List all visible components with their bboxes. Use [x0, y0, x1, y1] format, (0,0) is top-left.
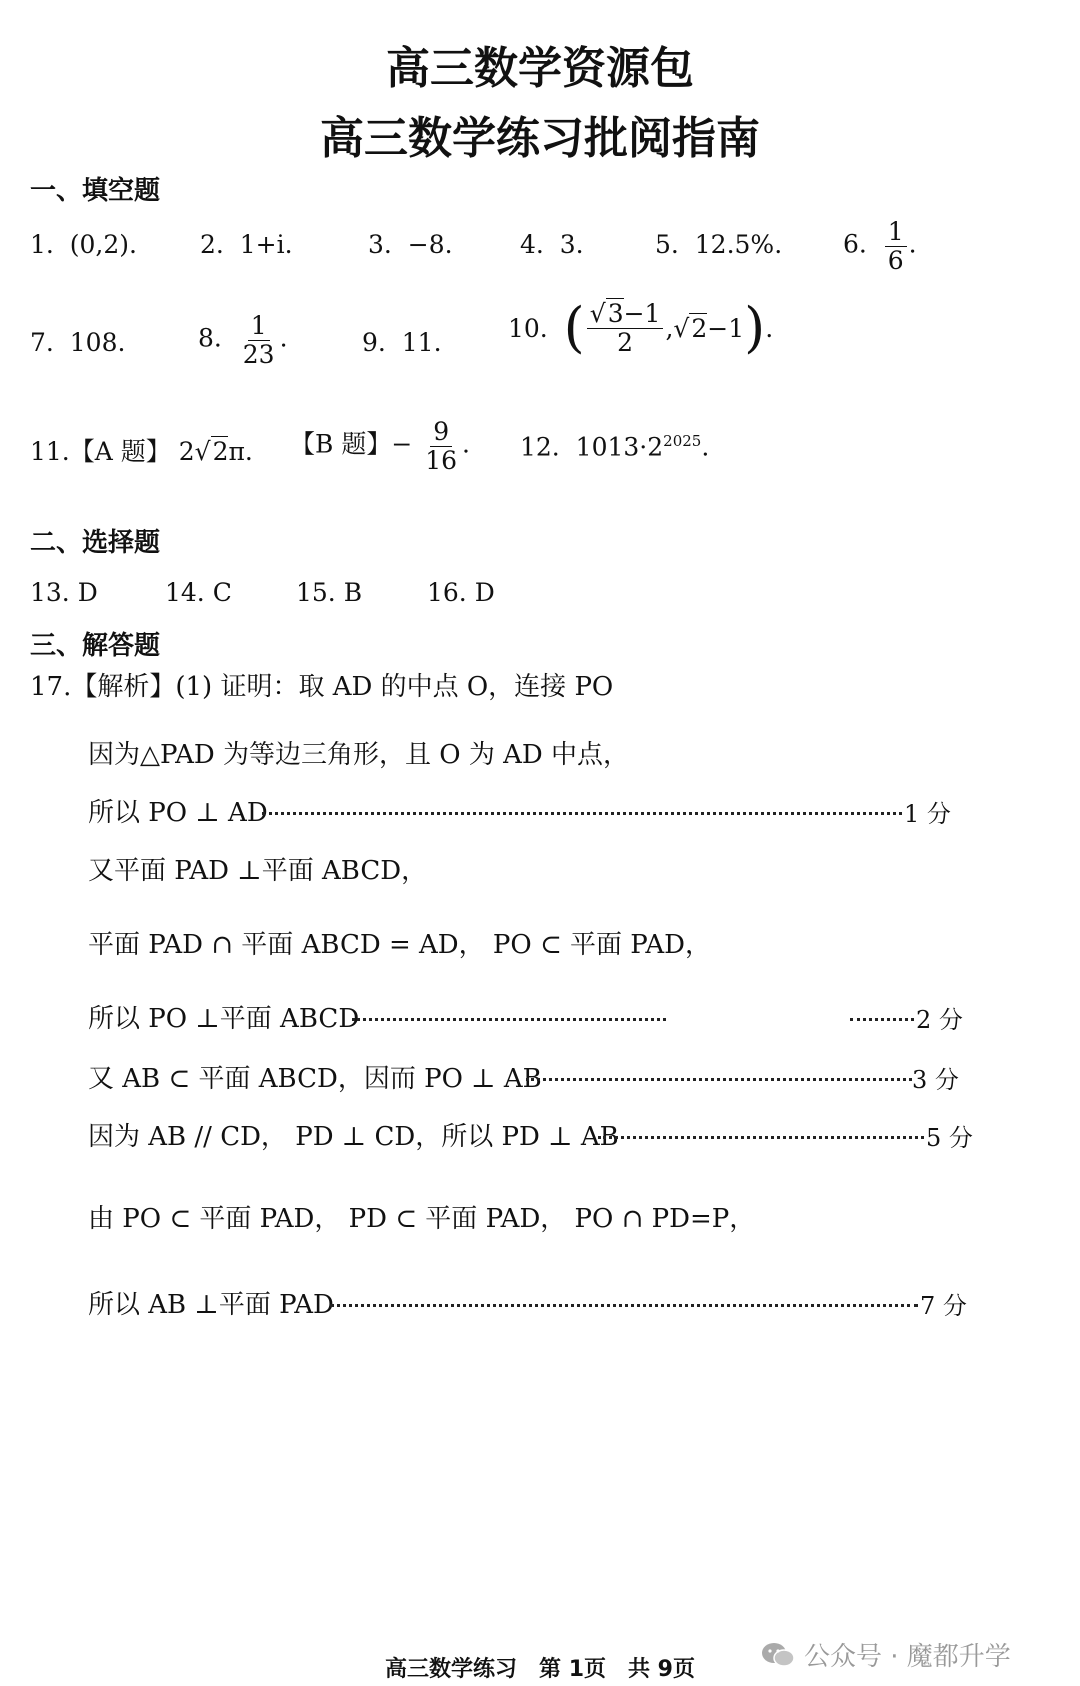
score-1: 1 分	[904, 800, 951, 828]
wechat-icon	[760, 1641, 796, 1669]
answer-12: 12. $1013\cdot 2^{2025}$.	[520, 432, 710, 462]
choice-16: 16. D	[427, 578, 495, 607]
answer-11b: 【B 题】− $\frac{9}{16}$ .	[290, 417, 470, 475]
leader-dots	[262, 812, 902, 815]
q17-heading: 17.【解析】(1) 证明：取 AD 的中点 O，连接 PO	[30, 672, 614, 702]
q17-line-6: 又 AB ⊂ 平面 ABCD，因而 PO ⊥ AB	[88, 1064, 542, 1094]
answer-11a: 11.【A 题】 2√2π.	[30, 437, 253, 466]
answer-10: 10. ( $\frac{√3-1}{2}$ , √ 2 −1 ) .	[508, 296, 774, 359]
section-fill-heading: 一、填空题	[30, 176, 161, 206]
section-choice-heading: 二、选择题	[30, 528, 161, 558]
answer-4: 4. 3.	[520, 230, 584, 259]
q17-line-4: 平面 PAD ∩ 平面 ABCD = AD， PO ⊂ 平面 PAD，	[88, 930, 711, 960]
answer-6: 6. $\frac{1}{6}$ .	[843, 217, 917, 275]
answer-2: 2. 1+i.	[200, 230, 293, 259]
leader-dots	[850, 1018, 914, 1021]
answer-5: 5. 12.5%.	[655, 230, 783, 259]
score-2: 2 分	[916, 1006, 963, 1034]
leader-dots	[598, 1136, 924, 1139]
answer-1: 1. (0,2).	[30, 230, 137, 259]
document-subtitle: 高三数学练习批阅指南	[320, 113, 760, 164]
section-solve-heading: 三、解答题	[30, 631, 161, 661]
answer-7: 7. 108.	[30, 328, 126, 357]
document-title: 高三数学资源包	[386, 43, 694, 94]
leader-dots	[352, 1018, 666, 1021]
answer-9: 9. 11.	[362, 328, 442, 357]
answer-8: 8. $\frac{1}{23}$ .	[198, 311, 288, 369]
score-7: 7 分	[920, 1292, 967, 1320]
watermark	[760, 1636, 1011, 1673]
leader-dots	[330, 1304, 918, 1307]
watermark-text: 公众号 · 魔都升学	[804, 1642, 1011, 1672]
choice-14: 14. C	[165, 578, 232, 607]
score-3: 3 分	[912, 1066, 959, 1094]
q17-line-1: 因为△PAD 为等边三角形，且 O 为 AD 中点，	[88, 740, 629, 770]
answer-3: 3. −8.	[368, 230, 453, 259]
choice-15: 15. B	[296, 578, 363, 607]
q17-line-2: 所以 PO ⊥ AD	[88, 798, 268, 828]
choice-13: 13. D	[30, 578, 98, 607]
q17-line-3: 又平面 PAD ⊥平面 ABCD，	[88, 856, 428, 886]
q17-line-7: 因为 AB // CD， PD ⊥ CD，所以 PD ⊥ AB	[88, 1122, 619, 1152]
page-footer: 高三数学练习 第 1页 共 9页	[385, 1657, 695, 1682]
q17-line-5: 所以 PO ⊥平面 ABCD	[88, 1004, 360, 1034]
leader-dots	[526, 1078, 912, 1081]
score-5: 5 分	[926, 1124, 973, 1152]
q17-line-9: 所以 AB ⊥平面 PAD	[88, 1290, 334, 1320]
q17-line-8: 由 PO ⊂ 平面 PAD， PD ⊂ 平面 PAD， PO ∩ PD=P，	[88, 1204, 756, 1234]
